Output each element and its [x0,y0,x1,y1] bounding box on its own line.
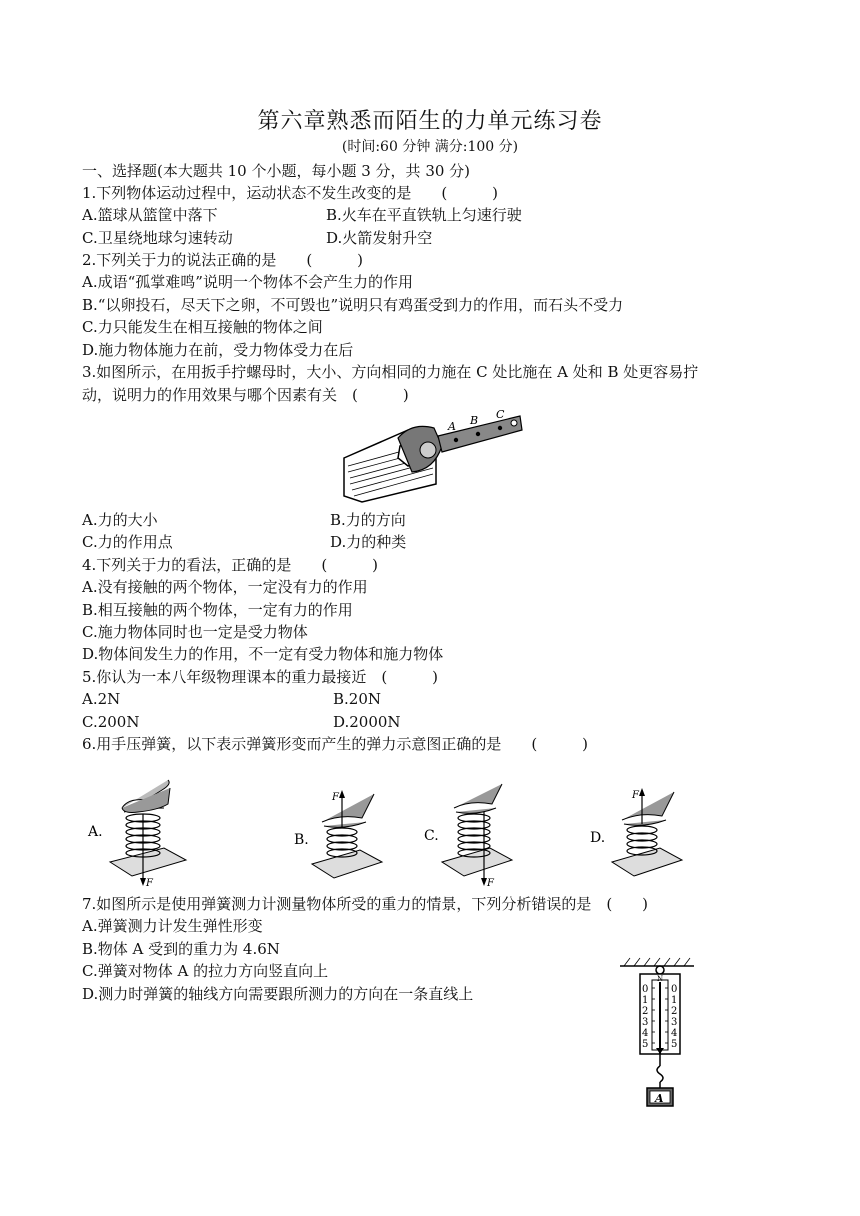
question-2-option-a: A.成语“孤掌难鸣”说明一个物体不会产生力的作用 [82,273,413,291]
spring-option-b-label: B. [294,832,309,848]
scale-tick-0: 0 [642,984,649,995]
question-1-stem: 1.下列物体运动过程中，运动状态不发生改变的是 ( ) [82,184,499,202]
question-2-option-c: C.力只能发生在相互接触的物体之间 [82,318,323,336]
question-3-option-d: D.力的种类 [330,533,407,551]
spring-option-d-label: D. [590,830,606,846]
wrench-figure [338,408,538,503]
question-7-option-b: B.物体 A 受到的重力为 4.6N [82,940,280,958]
question-4-option-a: A.没有接触的两个物体，一定没有力的作用 [82,578,368,596]
question-2-option-d: D.施力物体施力在前，受力物体受力在后 [82,341,354,359]
scale-tick-right-2: 2 [671,1006,678,1017]
wrench-label-a: A [448,420,456,433]
spring-option-c-label: C. [424,828,439,844]
page-subtitle: (时间:60 分钟 满分:100 分) [341,139,519,155]
question-4-stem: 4.下列关于力的看法，正确的是 ( ) [82,556,379,574]
question-7-stem: 7.如图所示是使用弹簧测力计测量物体所受的重力的情景，下列分析错误的是 ( ) [82,895,649,913]
scale-tick-2: 2 [642,1006,649,1017]
question-1-option-a: A.篮球从篮筐中落下 [82,206,218,224]
scale-tick-right-3: 3 [671,1017,678,1028]
question-7-option-a: A.弹簧测力计发生弹性形变 [82,917,263,935]
spring-d-force-label: F [632,790,639,801]
spring-c-force-label: F [487,878,494,889]
question-5-option-b: B.20N [333,690,382,708]
spring-figure-a [88,778,198,890]
question-2-option-b: B.“以卵投石，尽天下之卵，不可毁也”说明只有鸡蛋受到力的作用，而石头不受力 [82,296,624,314]
page-title: 第六章熟悉而陌生的力单元练习卷 [257,109,603,134]
question-3-option-b: B.力的方向 [330,511,406,529]
scale-tick-right-4: 4 [671,1028,678,1039]
block-a-label: A [655,1092,664,1105]
spring-figure-d [590,778,700,890]
question-3-stem-line1: 3.如图所示，在用扳手拧螺母时，大小、方向相同的力施在 C 处比施在 A 处和 B 处更容易拧 [82,363,699,381]
question-4-option-d: D.物体间发生力的作用，不一定有受力物体和施力物体 [82,645,444,663]
question-7-option-d: D.测力时弹簧的轴线方向需要跟所测力的方向在一条直线上 [82,985,474,1003]
scale-tick-3: 3 [642,1017,649,1028]
scale-tick-right-0: 0 [671,984,678,995]
spring-figure-c [424,778,524,890]
question-1-option-d: D.火箭发射升空 [326,229,433,247]
scale-tick-5: 5 [642,1039,649,1050]
wrench-label-c: C [496,408,505,421]
question-5-option-a: A.2N [82,690,121,708]
question-3-option-c: C.力的作用点 [82,533,173,551]
question-6-stem: 6.用手压弹簧，以下表示弹簧形变而产生的弹力示意图正确的是 ( ) [82,735,589,753]
question-1-option-c: C.卫星绕地球匀速转动 [82,229,233,247]
spring-b-force-label: F [332,792,339,803]
question-1-option-b: B.火车在平直铁轨上匀速行驶 [326,206,522,224]
spring-scale-figure [620,958,700,1108]
question-4-option-c: C.施力物体同时也一定是受力物体 [82,623,308,641]
question-5-option-d: D.2000N [333,713,401,731]
question-4-option-b: B.相互接触的两个物体，一定有力的作用 [82,601,353,619]
question-3-option-a: A.力的大小 [82,511,158,529]
spring-scale-unit: N [657,975,664,983]
section-heading: 一、选择题(本大题共 10 个小题，每小题 3 分，共 30 分) [82,162,471,180]
scale-tick-right-1: 1 [671,995,678,1006]
question-5-stem: 5.你认为一本八年级物理课本的重力最接近 ( ) [82,668,439,686]
question-5-option-c: C.200N [82,713,140,731]
question-2-stem: 2.下列关于力的说法正确的是 ( ) [82,251,364,269]
spring-figure-b [294,778,394,890]
question-3-stem-line2: 动，说明力的作用效果与哪个因素有关 ( ) [82,386,409,404]
spring-option-a-label: A. [88,824,103,840]
question-7-option-c: C.弹簧对物体 A 的拉力方向竖直向上 [82,962,329,980]
scale-tick-1: 1 [642,995,649,1006]
spring-a-force-label: F [146,878,153,889]
wrench-label-b: B [470,414,479,427]
scale-tick-4: 4 [642,1028,649,1039]
scale-tick-right-5: 5 [671,1039,678,1050]
